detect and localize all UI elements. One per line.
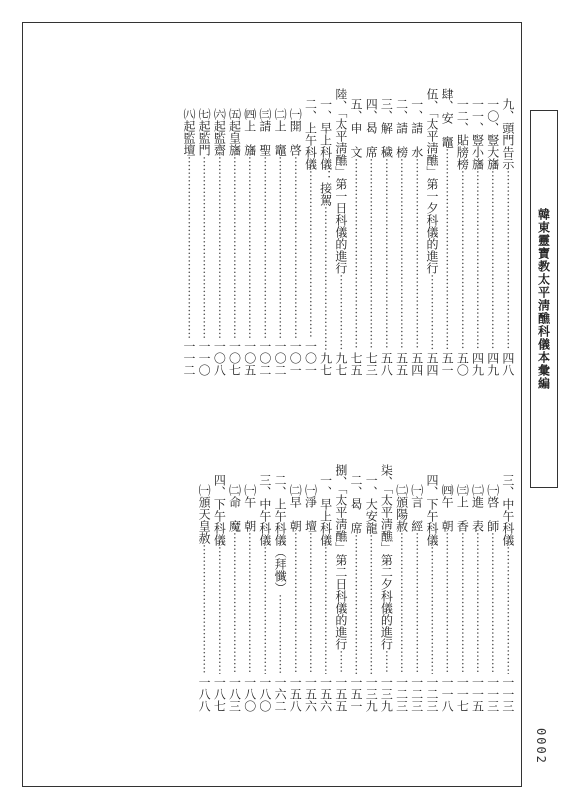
dot-leader [348,534,363,674]
toc-entry-title: 一、早上科儀：接駕 [318,98,333,206]
toc-entry [302,464,317,712]
toc-entry-title: ㈠啓 師 [485,484,500,532]
dot-leader [181,156,196,338]
toc-entry-page: 一五五 [333,676,348,712]
toc-entry [318,464,333,712]
toc-entry [363,88,378,376]
toc-entry-title: ㈡上 竈 [273,108,288,156]
toc-entry-title: 四、下午科儀 [424,474,439,546]
toc-entry [500,464,515,712]
dot-leader [378,158,393,350]
toc-entry [196,88,211,376]
dot-leader [500,170,515,350]
toc-entry-page: 五四 [424,352,439,376]
dot-leader [454,532,469,674]
dot-leader [318,546,333,674]
toc-entry [409,464,424,712]
toc-entry-page: 一三九 [364,676,379,712]
toc-entry-title: ㈡命 魔 [227,484,242,532]
toc-entry-title: ㈡進 表 [470,484,485,532]
toc-entry [257,88,272,376]
toc-entry-page: 一二三 [424,676,439,712]
toc-entry-page: 九七 [318,352,333,376]
dot-leader [439,532,454,674]
dot-leader [409,532,424,674]
toc-entry-title: 四、曷 席 [364,98,379,158]
toc-entry-page: 一〇一 [303,340,318,376]
toc-entry-page: 四九 [470,352,485,376]
toc-entry [485,464,500,712]
toc-entry-page: 七三 [364,352,379,376]
dot-leader [363,158,378,350]
toc-entry-title: 捌、「太平淸醮」第二日科儀的進行 [333,464,348,650]
toc-entry [211,88,226,376]
toc-entry [469,464,484,712]
dot-leader [227,156,242,338]
book-title-box [530,110,558,488]
dot-leader [196,156,211,338]
dot-leader [257,546,272,674]
dot-leader [333,650,348,674]
toc-entry [211,464,226,712]
toc-entry [378,88,393,376]
toc-entry [454,88,469,376]
toc-entry-title: 一、請 水 [409,98,424,158]
dot-leader [227,532,242,674]
toc-entry [226,88,241,376]
toc-entry-page: 一〇七 [227,340,242,376]
dot-leader [394,158,409,350]
toc-entry-title: 三、解 穢 [379,98,394,158]
toc-entry-title: 二、上午科儀 [303,98,318,170]
toc-entry-page: 一一二 [181,340,196,376]
dot-leader [287,156,302,338]
toc-entry [196,464,211,712]
toc-entry [257,464,272,712]
toc-entry [394,88,409,376]
toc-entry [394,464,409,712]
toc-entry-title: 伍、「太平淸醮」第一夕科儀的進行 [424,88,439,274]
toc-entry-page: 九七 [333,352,348,376]
toc-entry-title: ㈦起監門 [197,108,212,156]
toc-entry-title: ㈤起皇旛 [227,108,242,156]
dot-leader [378,650,393,674]
dot-leader [257,156,272,338]
toc-entry [318,88,333,376]
toc-entry [363,464,378,712]
toc-entry-title: 四、下午科儀 [212,474,227,546]
dot-leader [211,546,226,674]
toc-entry [424,464,439,712]
toc-entry-title: ㈣午 朝 [440,484,455,532]
dot-leader [470,170,485,350]
toc-entry-page: 一一七 [455,676,470,712]
toc-entry-title: ㈥起監齋 [212,108,227,156]
toc-entry-title: 陸、「太平淸醮」第一日科儀的進行 [333,88,348,274]
toc-entry [333,88,348,376]
toc-entry-page: 一二三 [394,676,409,712]
toc-entry-page: 一八七 [212,676,227,712]
dot-leader [500,546,515,674]
toc-entry-title: 肆、安 竈 [440,88,455,148]
toc-entry [409,88,424,376]
toc-entry-title: 三、中午科儀 [257,474,272,546]
toc-entry [378,464,393,712]
dot-leader [272,594,287,674]
dot-leader [287,532,302,674]
toc-entry-title: ㈢請 聖 [257,108,272,156]
toc-entry-title: 九、頭門告示 [500,98,515,170]
dot-leader [485,170,500,350]
toc-entry-page: 一八〇 [242,676,257,712]
toc-entry [272,88,287,376]
toc-entry-title: ㈠淨 壇 [303,484,318,532]
page-number: 0002 [534,728,548,765]
toc-top-section [181,88,515,376]
toc-entry-page: 一八〇 [257,676,272,712]
dot-leader [242,156,257,338]
toc-entry-page: 一二三 [409,676,424,712]
toc-entry [348,464,363,712]
dot-leader [333,274,348,350]
toc-entry-page: 五〇 [455,352,470,376]
dot-leader [454,170,469,350]
toc-entry-page: 一一八 [440,676,455,712]
toc-entry-title: 二、曷 席 [349,474,364,534]
toc-entry [485,88,500,376]
toc-entry-page: 一〇二 [273,340,288,376]
toc-entry-title: 一、大安龍 [364,474,379,534]
toc-entry [272,464,287,712]
toc-entry [454,464,469,712]
dot-leader [242,532,257,674]
toc-entry-title: ㈠頒天皇赦 [197,484,212,544]
toc-entry-page: 五八 [379,352,394,376]
toc-entry-page: 一〇八 [212,340,227,376]
dot-leader [485,532,500,674]
toc-bottom-section [196,464,515,712]
toc-entry [287,88,302,376]
toc-entry [181,88,196,376]
dot-leader [196,544,211,674]
toc-entry-title: ㈡頒陽赦 [394,484,409,532]
toc-entry-title: ㈠開 啓 [288,108,303,156]
toc-entry-title: 柒、「太平淸醮」第二夕科儀的進行 [379,464,394,650]
dot-leader [363,534,378,674]
toc-entry-title: 三、中午科儀 [500,474,515,546]
dot-leader [409,158,424,350]
toc-entry-page: 四八 [500,352,515,376]
toc-entry-title: 一〇、豎大旛 [485,98,500,170]
toc-entry-title: ㈧起監壇 [181,108,196,156]
toc-entry-page: 一八三 [227,676,242,712]
toc-entry-page: 一八八 [197,676,212,712]
toc-entry [242,464,257,712]
toc-entry-title: 一一、豎小旛 [470,98,485,170]
toc-entry-title: ㈡早 朝 [288,484,303,532]
toc-entry-title: 五、申 文 [349,98,364,158]
toc-entry-title: ㈠午 朝 [242,484,257,532]
dot-leader [348,158,363,350]
toc-entry-page: 七五 [349,352,364,376]
toc-entry-title: 一二、貼牓榜 [455,98,470,170]
toc-entry [242,88,257,376]
toc-entry [348,88,363,376]
toc-entry-title: ㈢上 香 [455,484,470,532]
toc-entry [439,464,454,712]
toc-entry-page: 一五六 [303,676,318,712]
dot-leader [211,156,226,338]
toc-entry-page: 一〇一 [288,340,303,376]
dot-leader [394,532,409,674]
toc-entry-page: 一六二 [273,676,288,712]
toc-entry [287,464,302,712]
toc-entry-page: 一一三 [500,676,515,712]
toc-entry-page: 一〇二 [257,340,272,376]
toc-entry [500,88,515,376]
dot-leader [272,156,287,338]
toc-entry-title: 二、請 榜 [394,98,409,158]
toc-entry [424,88,439,376]
toc-entry-page: 一三九 [379,676,394,712]
toc-entry-title: ㈠言 經 [409,484,424,532]
toc-entry-page: 五一 [440,352,455,376]
book-title: 韓東靈寶教太平淸醮科儀本彙編 [536,208,551,390]
dot-leader [424,546,439,674]
toc-entry-title: ㈣上 旛 [242,108,257,156]
dot-leader [424,274,439,350]
toc-entry-page: 五四 [409,352,424,376]
toc-entry [302,88,317,376]
toc-entry-page: 一五六 [318,676,333,712]
toc-entry-page: 一五八 [288,676,303,712]
toc-entry [333,464,348,712]
toc-entry-title: 二、上午科儀（拜懺） [273,474,288,594]
toc-entry [439,88,454,376]
toc-entry-page: 五五 [394,352,409,376]
toc-entry-page: 一一三 [485,676,500,712]
dot-leader [439,148,454,350]
dot-leader [302,170,317,338]
toc-entry-page: 四九 [485,352,500,376]
dot-leader [318,206,333,350]
toc-entry-page: 一五一 [349,676,364,712]
dot-leader [470,532,485,674]
dot-leader [302,532,317,674]
toc-entry [469,88,484,376]
toc-entry-title: 一、早上科儀 [318,474,333,546]
toc-entry-page: 一一五 [470,676,485,712]
toc-entry-page: 一〇五 [242,340,257,376]
toc-entry [226,464,241,712]
toc-entry-page: 一一〇 [197,340,212,376]
